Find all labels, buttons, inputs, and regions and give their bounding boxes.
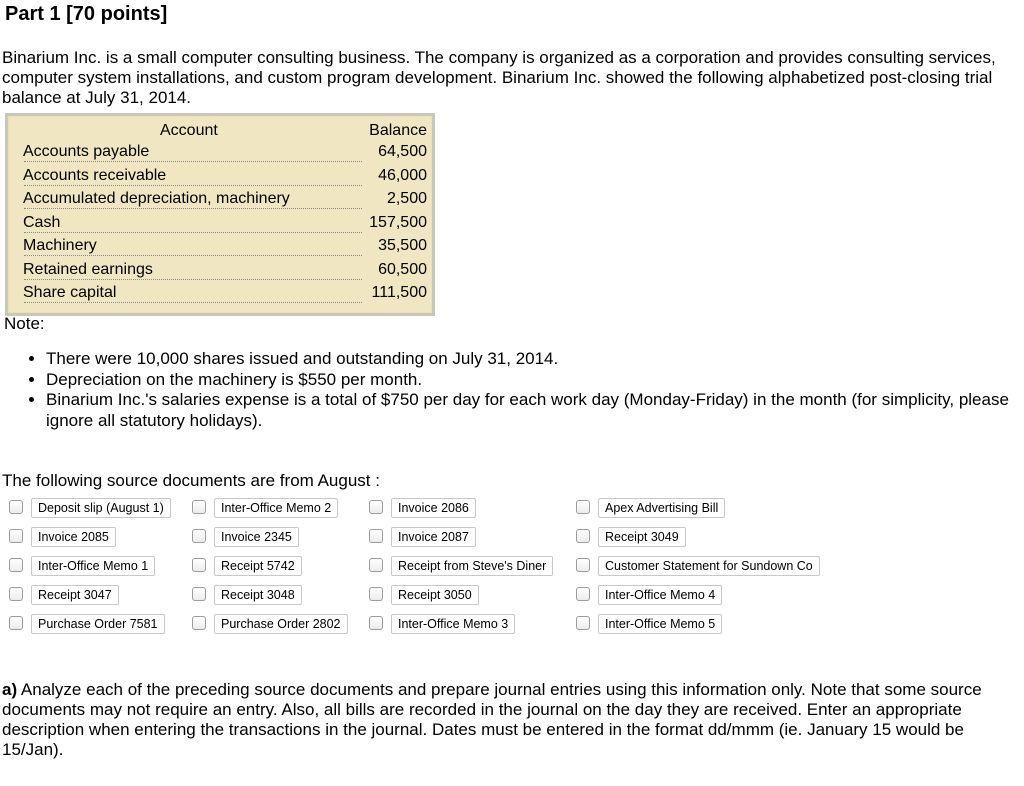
note-label: Note: bbox=[4, 314, 45, 333]
trial-balance-row bbox=[8, 167, 432, 191]
account-name: Accounts payable bbox=[23, 143, 150, 160]
trial-balance-row bbox=[8, 284, 432, 308]
leader-dots bbox=[24, 161, 362, 162]
account-balance: 157,500 bbox=[369, 213, 427, 231]
document-checkbox[interactable] bbox=[369, 587, 383, 601]
trial-balance-row bbox=[8, 214, 432, 238]
account-balance: 46,000 bbox=[378, 166, 427, 184]
document-button[interactable]: Invoice 2085 bbox=[31, 527, 116, 547]
document-button[interactable]: Invoice 2086 bbox=[391, 498, 476, 518]
document-checkbox[interactable] bbox=[369, 558, 383, 572]
leader-dots bbox=[24, 208, 362, 209]
document-button[interactable]: Inter-Office Memo 5 bbox=[598, 614, 722, 634]
document-button[interactable]: Receipt 3047 bbox=[31, 585, 119, 605]
document-button[interactable]: Purchase Order 7581 bbox=[31, 614, 165, 634]
document-checkbox[interactable] bbox=[9, 587, 23, 601]
document-checkbox[interactable] bbox=[9, 500, 23, 514]
document-button[interactable]: Receipt from Steve's Diner bbox=[391, 556, 553, 576]
note-item: • There were 10,000 shares issued and outstanding on July 31, 2014. bbox=[46, 349, 1024, 370]
document-checkbox[interactable] bbox=[192, 558, 206, 572]
document-checkbox[interactable] bbox=[369, 529, 383, 543]
document-button[interactable]: Deposit slip (August 1) bbox=[31, 498, 171, 518]
account-name: Cash bbox=[23, 213, 61, 231]
trial-balance-row bbox=[8, 143, 432, 167]
part-a-label: a) bbox=[2, 680, 18, 699]
document-button[interactable]: Invoice 2087 bbox=[391, 527, 476, 547]
leader-dots bbox=[24, 279, 362, 280]
note-item: • Binarium Inc.'s salaries expense is a total of $750 per day for each work day (Monday-Friday) in the month (for simplicity, please ignore all statutory holidays). bbox=[46, 390, 1024, 431]
account-balance: 60,500 bbox=[378, 260, 427, 278]
document-checkbox[interactable] bbox=[576, 587, 590, 601]
document-button[interactable]: Receipt 3050 bbox=[391, 585, 479, 605]
leader-dots bbox=[24, 185, 362, 186]
trial-balance-table bbox=[5, 113, 435, 316]
document-button[interactable]: Inter-Office Memo 3 bbox=[391, 614, 515, 634]
document-checkbox[interactable] bbox=[192, 500, 206, 514]
document-button[interactable]: Receipt 5742 bbox=[214, 556, 302, 576]
trial-balance-row bbox=[8, 261, 432, 285]
trial-balance-row bbox=[8, 190, 432, 214]
part-a-instructions bbox=[2, 680, 1017, 760]
intro-paragraph: Binarium Inc. is a small computer consulting business. The company is organized as a corporation and provides consulting services, computer system installations, and custom program development. Binarium Inc. showed the following alphabetized post-closing trial balance at July 31, 2014. bbox=[2, 48, 996, 107]
document-checkbox[interactable] bbox=[576, 529, 590, 543]
account-column-header: Account bbox=[160, 122, 218, 139]
document-checkbox[interactable] bbox=[9, 558, 23, 572]
document-button[interactable]: Inter-Office Memo 2 bbox=[214, 498, 338, 518]
document-checkbox[interactable] bbox=[369, 616, 383, 630]
account-name: Share capital bbox=[23, 284, 117, 301]
leader-dots bbox=[24, 255, 362, 256]
account-balance: 111,500 bbox=[371, 284, 427, 301]
account-balance: 35,500 bbox=[378, 237, 427, 254]
document-button[interactable]: Apex Advertising Bill bbox=[598, 498, 725, 518]
document-checkbox[interactable] bbox=[9, 529, 23, 543]
document-checkbox[interactable] bbox=[576, 558, 590, 572]
part-title: Part 1 [70 points] bbox=[5, 3, 168, 25]
document-button[interactable]: Purchase Order 2802 bbox=[214, 614, 348, 634]
account-name: Machinery bbox=[23, 237, 97, 254]
document-button[interactable]: Customer Statement for Sundown Co bbox=[598, 556, 820, 576]
document-checkbox[interactable] bbox=[192, 616, 206, 630]
leader-dots bbox=[24, 302, 362, 303]
notes-list bbox=[24, 349, 1024, 431]
leader-dots bbox=[24, 232, 362, 233]
account-name: Accounts receivable bbox=[23, 166, 167, 184]
document-checkbox[interactable] bbox=[576, 500, 590, 514]
trial-balance-row bbox=[8, 237, 432, 261]
balance-column-header: Balance bbox=[369, 122, 427, 139]
account-name: Accumulated depreciation, machinery bbox=[23, 190, 290, 207]
document-checkbox[interactable] bbox=[576, 616, 590, 630]
document-button[interactable]: Receipt 3048 bbox=[214, 585, 302, 605]
document-checkbox[interactable] bbox=[192, 529, 206, 543]
document-checkbox[interactable] bbox=[9, 616, 23, 630]
document-checkbox[interactable] bbox=[369, 500, 383, 514]
part-a-text: Analyze each of the preceding source documents and prepare journal entries using this information only. Note that some source documents may not require an entry. Also, all bills are recorded in the journal on the day they are received. Enter an appropriate description when entering the transactions in the journal. Dates must be entered in the format dd/mmm (ie. January 15 would be 15/Jan). bbox=[2, 680, 982, 759]
document-checkbox[interactable] bbox=[192, 587, 206, 601]
note-item: • Depreciation on the machinery is $550 per month. bbox=[46, 370, 1024, 391]
source-documents-intro: The following source documents are from August : bbox=[2, 471, 380, 490]
document-button[interactable]: Inter-Office Memo 1 bbox=[31, 556, 155, 576]
document-button[interactable]: Receipt 3049 bbox=[598, 527, 686, 547]
account-name: Retained earnings bbox=[23, 260, 153, 278]
account-balance: 2,500 bbox=[386, 190, 427, 207]
document-button[interactable]: Invoice 2345 bbox=[214, 527, 299, 547]
document-button[interactable]: Inter-Office Memo 4 bbox=[598, 585, 722, 605]
account-balance: 64,500 bbox=[378, 143, 427, 160]
